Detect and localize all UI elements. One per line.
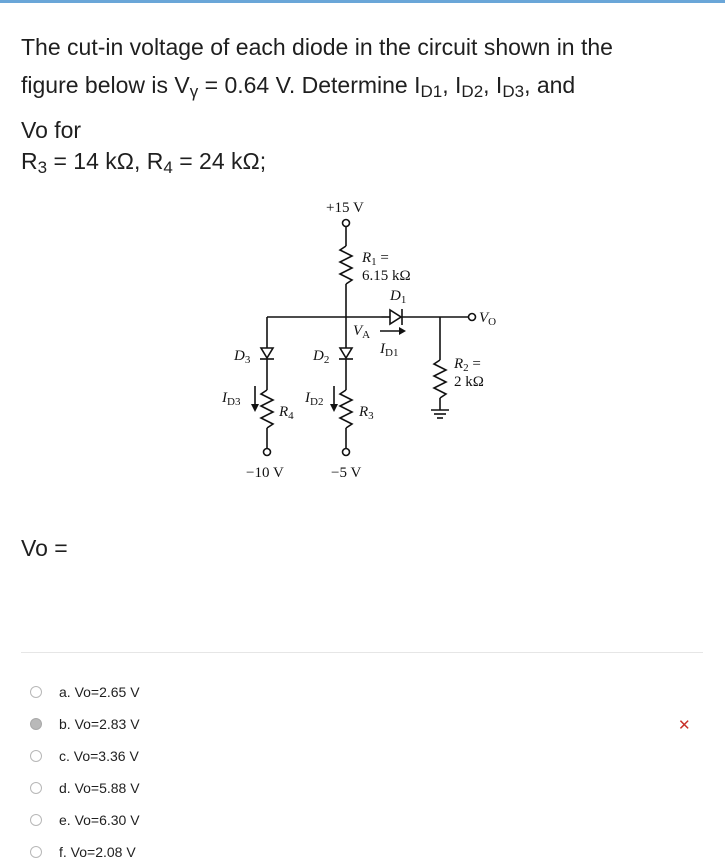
option-label: a. Vo=2.65 V (59, 684, 140, 700)
diode-d3 (261, 348, 273, 358)
answer-label: Vo = (21, 535, 68, 561)
label-d2: $D_2$ (313, 348, 330, 366)
radio-button[interactable] (30, 782, 42, 794)
label-r1: $R_1$ = (362, 250, 389, 268)
label-minus5: −5 V (331, 465, 362, 481)
option-d[interactable] (30, 772, 720, 804)
terminal-plus15 (343, 220, 350, 227)
gamma-subscript: γ (189, 82, 199, 101)
answer-options (30, 676, 720, 868)
label-r2-value: 2 kΩ (454, 374, 484, 390)
resistor-r1 (340, 246, 352, 284)
label-d1: $D_1$ (390, 288, 407, 306)
label-id1: $I_{D1}$ (380, 341, 399, 359)
arrowhead-id3 (251, 404, 259, 412)
circuit-diagram (0, 190, 725, 500)
option-label: b. Vo=2.83 V (59, 716, 140, 732)
divider (21, 652, 703, 653)
label-id3: $I_{D3}$ (222, 390, 241, 408)
option-b[interactable] (30, 708, 720, 740)
resistor-r3 (340, 390, 352, 428)
option-f[interactable] (30, 836, 720, 868)
option-label: f. Vo=2.08 V (59, 844, 136, 860)
radio-button[interactable] (30, 846, 42, 858)
option-label: e. Vo=6.30 V (59, 812, 140, 828)
option-label: c. Vo=3.36 V (59, 748, 139, 764)
label-plus15: +15 V (326, 200, 364, 216)
terminal-vo (469, 314, 476, 321)
label-r1-value: 6.15 kΩ (362, 268, 411, 284)
radio-button[interactable] (30, 686, 42, 698)
resistor-r2 (434, 360, 446, 398)
terminal-minus10 (264, 449, 271, 456)
terminal-minus5 (343, 449, 350, 456)
option-label: d. Vo=5.88 V (59, 780, 140, 796)
question-line-3: Vo for (21, 117, 82, 143)
option-e[interactable] (30, 804, 720, 836)
arrowhead-id1 (399, 327, 406, 335)
question-line-2: figure below is $V_\gamma = 0.64$ V. Determine $I_{D1}$, $I_{D2}$, $I_{D3}$, and (21, 72, 576, 101)
radio-button-selected[interactable] (30, 718, 42, 730)
diode-d1 (390, 310, 401, 324)
given-values: $R_3 = 14$ kΩ, $R_4 = 24$ kΩ; (21, 148, 267, 177)
label-id2: $I_{D2}$ (305, 390, 324, 408)
diode-d2 (340, 348, 352, 358)
question-text (21, 28, 701, 149)
label-r3: $R_3$ (359, 404, 374, 422)
question-line-1: The cut-in voltage of each diode in the circuit shown in the (21, 34, 613, 60)
option-a[interactable] (30, 676, 720, 708)
top-accent-bar (0, 0, 725, 3)
label-r2: $R_2$ = (454, 356, 481, 374)
label-minus10: −10 V (246, 465, 284, 481)
label-d3: $D_3$ (234, 348, 251, 366)
label-vo: $V_O$ (479, 310, 497, 328)
label-va: $V_A$ (353, 323, 371, 341)
incorrect-icon: ✕ (678, 717, 691, 734)
resistor-r4 (261, 390, 273, 428)
radio-button[interactable] (30, 750, 42, 762)
label-r4: $R_4$ (279, 404, 294, 422)
radio-button[interactable] (30, 814, 42, 826)
arrowhead-id2 (330, 404, 338, 412)
option-c[interactable] (30, 740, 720, 772)
